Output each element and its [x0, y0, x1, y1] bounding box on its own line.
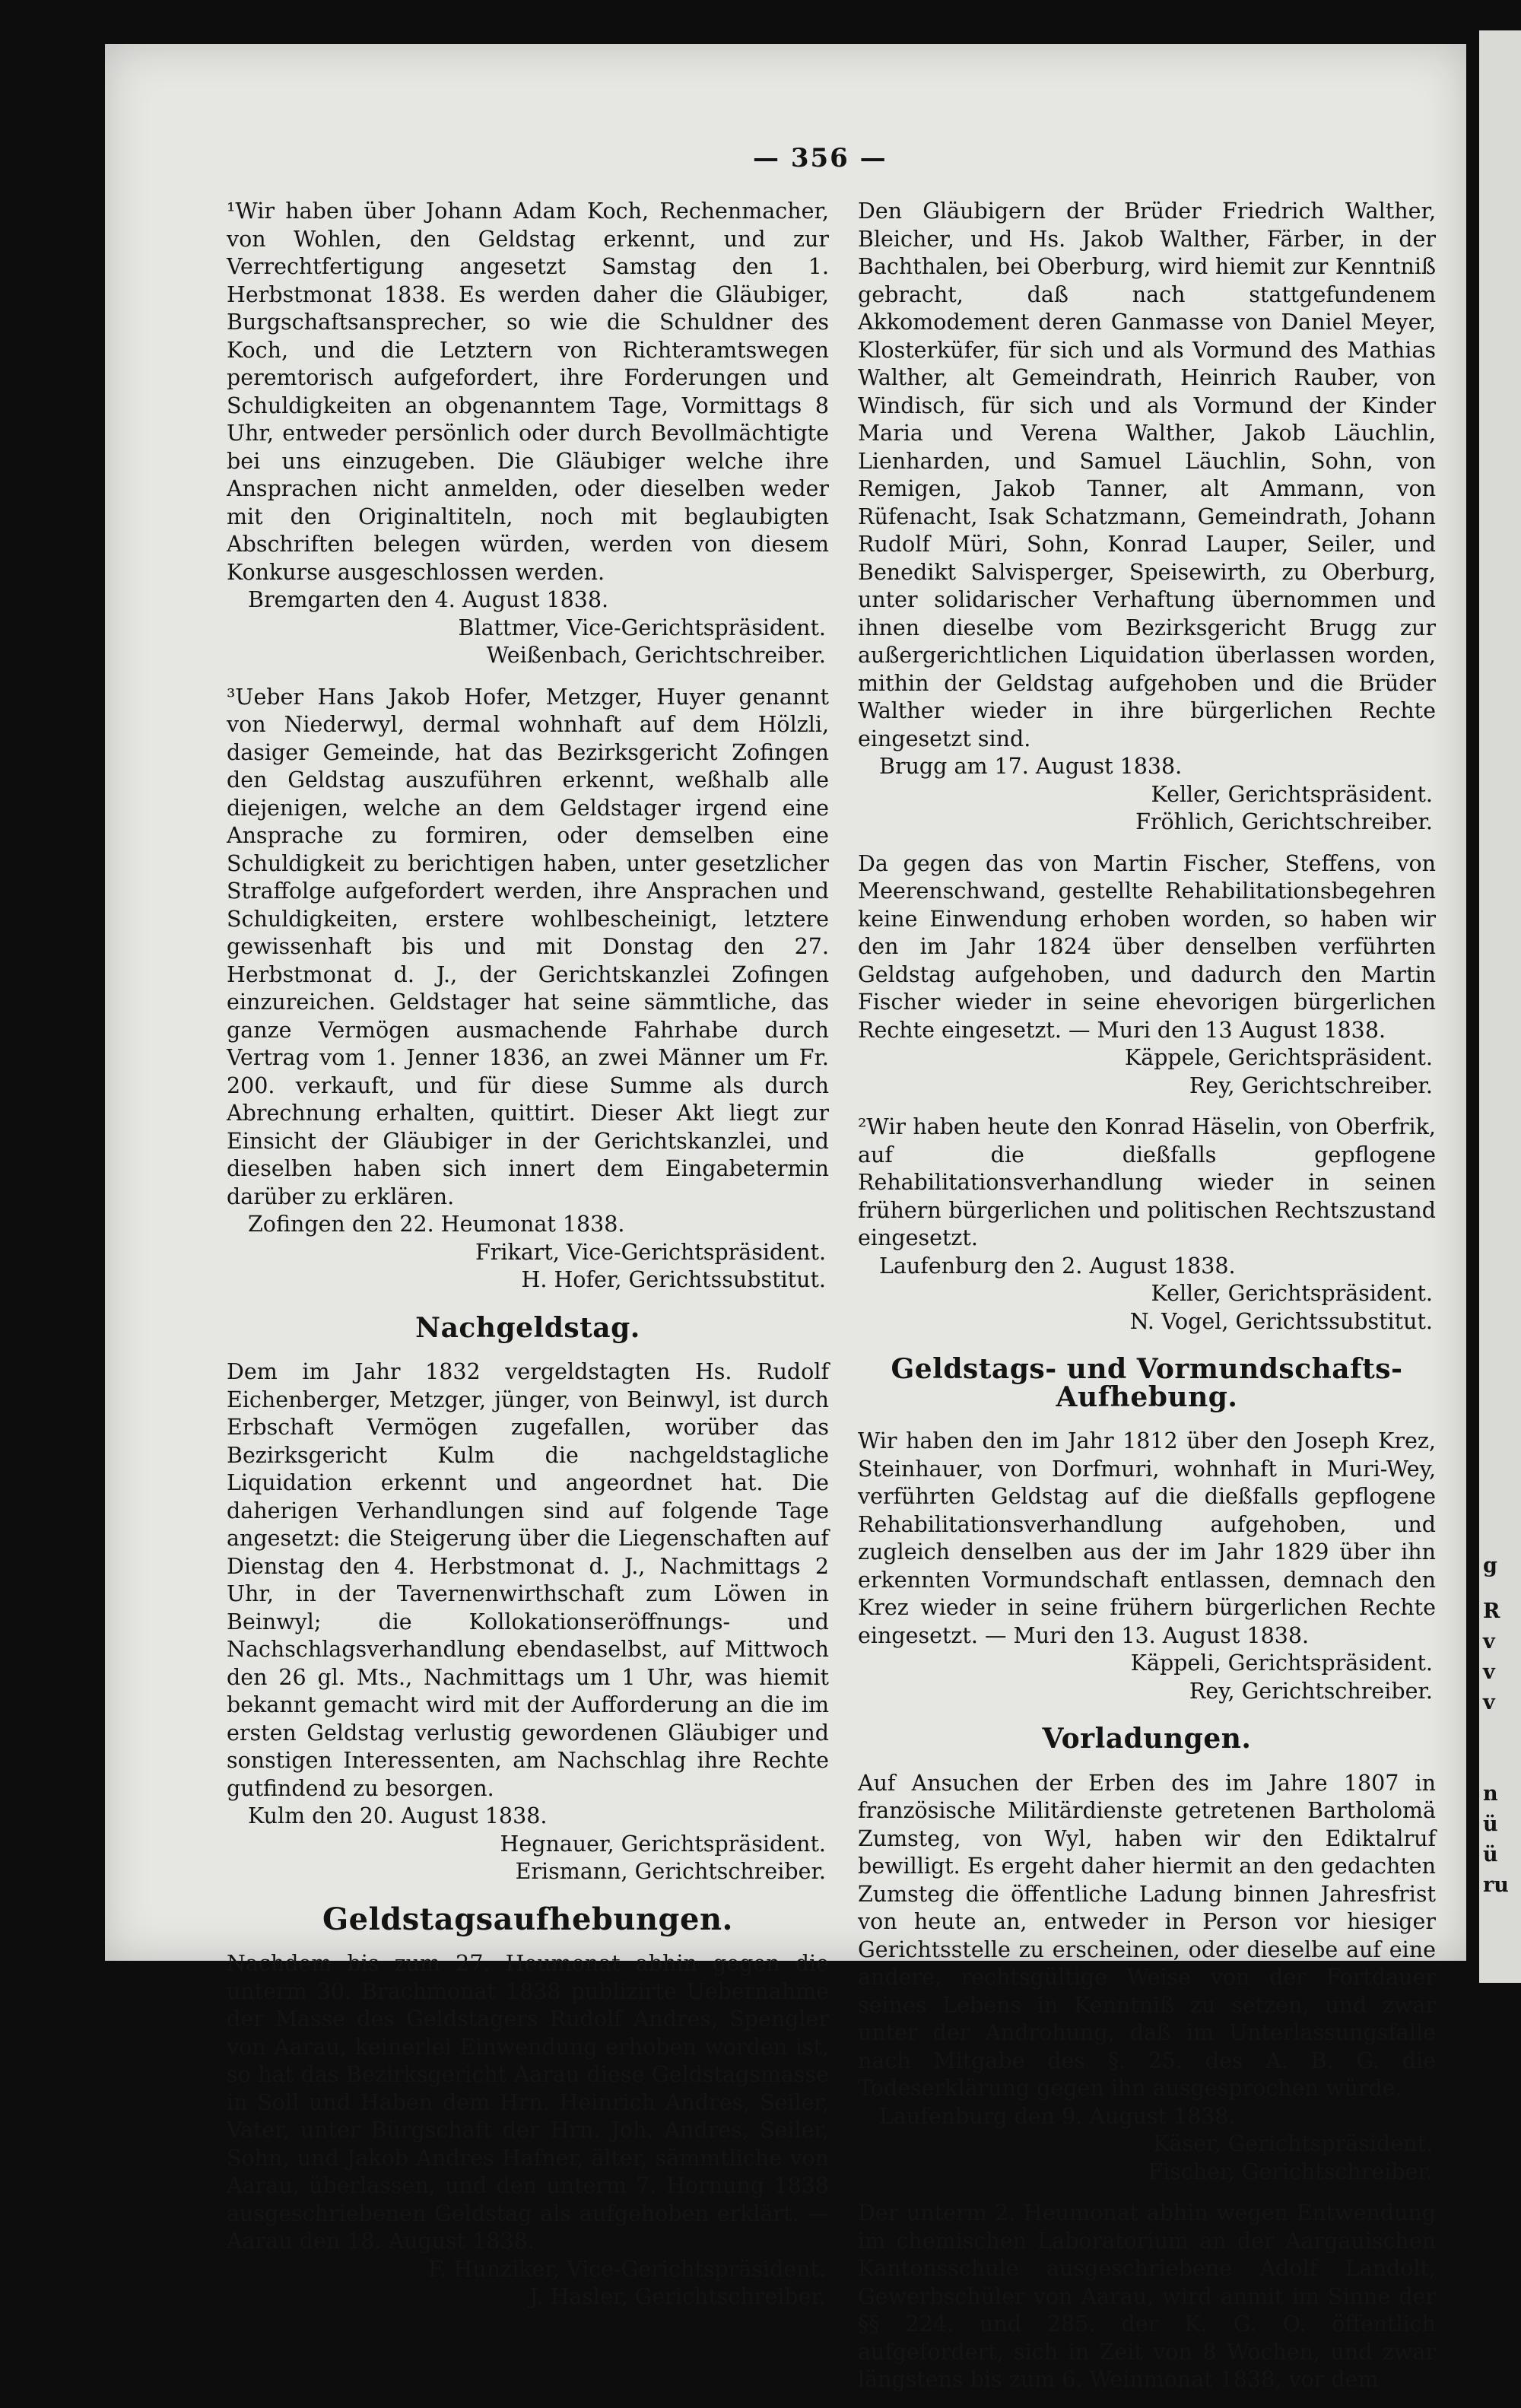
- notice-eichenberger: [227, 1358, 829, 1886]
- signature: Keller, Gerichtspräsident.: [1151, 781, 1433, 807]
- section-heading-geldstagsaufhebungen: Geldstagsaufhebungen.: [322, 1901, 733, 1937]
- section-heading-nachgeldstag: Nachgeldstag.: [415, 1311, 640, 1344]
- edge-fragment: ü: [1483, 1843, 1498, 1866]
- signature: F. Hunziker, Vice-Gerichtspräsident.: [428, 2256, 826, 2282]
- notice-andres: [227, 1950, 829, 2311]
- signature: Fröhlich, Gerichtschreiber.: [1135, 809, 1433, 834]
- signature: Frikart, Vice-Gerichtspräsident.: [475, 1239, 826, 1265]
- notice-text: Den Gläubigern der Brüder Friedrich Walther, Bleicher, und Hs. Jakob Walther, Färber, in der Bachthalen, bei Oberburg, wird hiemit zur Kenntniß gebracht, daß nach stattgefundenem Akkomodement deren Ganmasse von Daniel Meyer, Klosterküfer, für sich und als Vormund des Mathias Walther, alt Gemeindrath, Heinrich Rauber, von Windisch, für sich und als Vormund der Kinder Maria und Verena Walther, Jakob Läuchlin, Lienharden, und Samuel Läuchlin, Sohn, von Remigen, Jakob Tanner, alt Ammann, von Rüfenacht, Isak Schatzmann, Gemeindrath, Johann Rudolf Müri, Sohn, Konrad Lauper, Seiler, und Benedikt Salvisperger, Speisewirth, zu Oberburg, unter solidarischer Verhaftung übernommen und ihnen dieselbe vom Bezirksgericht Brugg zur außergerichtlichen Liquidation überlassen worden, mithin der Geldstag aufgehoben und die Brüder Walther wieder in ihre bürgerlichen Rechte eingesetzt sind.: [858, 199, 1436, 751]
- notice-fischer: [858, 850, 1436, 1101]
- signature: Fischer, Gerichtschreiber.: [1148, 2159, 1433, 2184]
- signature: N. Vogel, Gerichtssubstitut.: [1129, 1308, 1433, 1334]
- notice-krez: [858, 1428, 1436, 1705]
- signature: Käser, Gerichtspräsident.: [1153, 2131, 1433, 2156]
- signature: Rey, Gerichtschreiber.: [1189, 1072, 1433, 1098]
- notice-haeselin: [858, 1113, 1436, 1336]
- signature: Rey, Gerichtschreiber.: [1189, 1678, 1433, 1704]
- place-date: Laufenburg den 2. August 1838.: [879, 1253, 1236, 1279]
- edge-fragment: n: [1483, 1782, 1498, 1806]
- edge-fragment: R: [1483, 1600, 1500, 1623]
- notice-text: Da gegen das von Martin Fischer, Steffens, von Meerenschwand, gestellte Rehabilitationsbegehren keine Einwendung erhoben worden, so haben wir den im Jahr 1824 über denselben verführten Geldstag aufgehoben, und dadurch den Martin Fischer wieder in seine ehevorigen bürgerlichen Rechte eingesetzt. — Muri den 13 August 1838.: [858, 850, 1436, 1043]
- section-heading-vorladungen: Vorladungen.: [1042, 1723, 1252, 1755]
- notice-text: Nachdem bis zum 27. Heumonat abhin gegen die unterm 30. Brachmonat 1838 publizirte Uebernahme der Masse des Geldstagers Rudolf Andres, Spengler von Aarau, keinerlei Einwendung erhoben worden ist, so hat das Bezirksgericht Aarau diese Geldstagsmasse in Soll und Haben dem Hrn. Heinrich Andres, Seiler, Vater, unter Bürgschaft der Hrn. Joh. Andres, Seiler, Sohn, und Jakob Andres Hafner, älter, sämmtliche von Aarau, überlassen, und den unterm 7. Hornung 1838 ausgeschriebenen Geldstag als aufgehoben erklärt. — Aarau den 18. August 1838.: [227, 1951, 829, 2254]
- right-column: [858, 198, 1436, 2408]
- notice-text: Dem im Jahr 1832 vergeldstagten Hs. Rudolf Eichenberger, Metzger, jünger, von Beinwyl, ist durch Erbschaft Vermögen zugefallen, worüber das Bezirksgericht Kulm die nachgeldstagliche Liquidation erkennt und angeordnet hat. Die daherigen Verhandlungen sind auf folgende Tage angesetzt: die Steigerung über die Liegenschaften auf Dienstag den 4. Herbstmonat d. J., Nachmittags 2 Uhr, in der Tavernenwirthschaft zum Löwen in Beinwyl; die Kollokationseröffnungs- und Nachschlagsverhandlung ebendaselbst, auf Mittwoch den 26 gl. Mts., Nachmittags um 1 Uhr, was hiemit bekannt gemacht wird mit der Aufforderung an die im ersten Geldstag verlustig gewordenen Gläubiger und sonstigen Interessenten, am Nachschlag ihre Rechte gutfindend zu besorgen.: [227, 1359, 829, 1801]
- signature: Blattmer, Vice-Gerichtspräsident.: [458, 615, 826, 640]
- place-date: Bremgarten den 4. August 1838.: [248, 587, 609, 612]
- place-date: Zofingen den 22. Heumonat 1838.: [248, 1212, 625, 1237]
- place-date: Kulm den 20. August 1838.: [248, 1803, 548, 1828]
- edge-fragment: ru: [1483, 1873, 1509, 1897]
- left-column: [227, 198, 829, 2325]
- signature: Keller, Gerichtspräsident.: [1151, 1281, 1433, 1306]
- notice-landolt: [858, 2200, 1436, 2394]
- notice-zumsteg: [858, 1770, 1436, 2187]
- notice-text: Wir haben den im Jahr 1812 über den Joseph Krez, Steinhauer, von Dorfmuri, wohnhaft in Muri-Wey, verführten Geldstag auf die dießfalls gepflogene Rehabilitationsverhandlung aufgehoben, und zugleich denselben aus der im Jahr 1829 über ihn erkennten Vormundschaft entlassen, demnach den Krez wieder in seine frühern bürgerlichen Rechte eingesetzt. — Muri den 13. August 1838.: [858, 1428, 1436, 1648]
- signature: Hegnauer, Gerichtspräsident.: [500, 1831, 826, 1857]
- edge-fragment: v: [1483, 1660, 1495, 1684]
- edge-fragment: v: [1483, 1691, 1495, 1714]
- notice-text: Der unterm 2. Heumonat abhin wegen Entwendung im chemischen Laboratorium an der Aargauischen Kantonsschule ausgeschriebene Adolf Landolt, Gewerbschüler von Aarau, wird anmit im Sinne der §§ 224. und 285. der K. G. O. öffentlich aufgefordert, sich in Zeit von 8 Wochen, und zwar längstens bis zum 6. Weinmonat 1838, vor dem: [858, 2200, 1436, 2392]
- section-heading-vormundschaft: Geldstags- und Vormundschafts-Aufhebung.: [891, 1353, 1403, 1413]
- page-number: — 356 —: [753, 143, 888, 173]
- edge-fragment: g: [1483, 1554, 1497, 1577]
- signature: H. Hofer, Gerichtssubstitut.: [521, 1267, 826, 1292]
- place-date: Brugg am 17. August 1838.: [879, 754, 1183, 779]
- signature: Erismann, Gerichtschreiber.: [515, 1859, 826, 1884]
- signature: Käppeli, Gerichtspräsident.: [1130, 1650, 1433, 1676]
- signature: Käppele, Gerichtspräsident.: [1124, 1045, 1433, 1070]
- notice-text: Auf Ansuchen der Erben des im Jahre 1807 in französische Militärdienste getretenen Bartholomä Zumsteg, von Wyl, haben wir den Ediktalruf bewilligt. Es ergeht daher hiermit an den gedachten Zumsteg die öffentliche Ladung binnen Jahresfrist von heute an, entweder in Person vor hiesiger Gerichtsstelle zu erscheinen, oder dieselbe auf eine andere, rechtsgültige Weise von der Fortdauer seines Lebens in Kenntniß zu setzen, und zwar unter der Androhung, daß im Unterlassungsfalle nach Mitgabe des §. 25. des A. B. G. die Todeserklärung gegen ihn ausgesprochen würde.: [858, 1770, 1436, 2101]
- notice-text: ²Wir haben heute den Konrad Häselin, von Oberfrik, auf die dießfalls gepflogene Rehabilitationsverhandlung wieder in seinen frühern bürgerlichen und politischen Rechtszustand eingesetzt.: [858, 1114, 1436, 1250]
- edge-fragment: v: [1483, 1630, 1495, 1654]
- notice-text: ¹Wir haben über Johann Adam Koch, Rechenmacher, von Wohlen, den Geldstag erkennt, und zur Verrechtfertigung angesetzt Samstag den 1. Herbstmonat 1838. Es werden daher die Gläubiger, Burgschaftsansprecher, so wie die Schuldner des Koch, und die Letztern von Richteramtswegen peremtorisch aufgefordert, ihre Forderungen und Schuldigkeiten an obgenanntem Tage, Vormittags 8 Uhr, entweder persönlich oder durch Bevollmächtigte bei uns einzugeben. Die Gläubiger welche ihre Ansprachen nicht anmelden, oder dieselben weder mit den Originaltiteln, noch mit beglaubigten Abschriften belegen würden, werden von diesem Konkurse ausgeschlossen werden.: [227, 199, 829, 585]
- place-date: Laufenburg den 9. August 1838.: [879, 2103, 1236, 2129]
- signature: Weißenbach, Gerichtschreiber.: [486, 643, 826, 668]
- signature: J. Hasler, Gerichtschreiber.: [529, 2284, 826, 2309]
- notice-hofer: [227, 684, 829, 1295]
- notice-text: ³Ueber Hans Jakob Hofer, Metzger, Huyer genannt von Niederwyl, dermal wohnhaft auf dem Hölzli, dasiger Gemeinde, hat das Bezirksgericht Zofingen den Geldstag auszuführen erkennt, weßhalb alle diejenigen, welche an dem Geldstager irgend eine Ansprache zu formiren, oder demselben eine Schuldigkeit zu berichtigen haben, unter gesetzlicher Straffolge aufgefordert werden, ihre Ansprachen und Schuldigkeiten, erstere wohlbescheinigt, letztere gewissenhaft bis und mit Donstag den 27. Herbstmonat d. J., der Gerichtskanzlei Zofingen einzureichen. Geldstager hat seine sämmtliche, das ganze Vermögen ausmachende Fahrhabe durch Vertrag vom 1. Jenner 1836, an zwei Männer um Fr. 200. verkauft, und für diese Summe als durch Abrechnung erhalten, quittirt. Dieser Akt liegt zur Einsicht der Gläubiger in der Gerichtskanzlei, und dieselben haben sich innert dem Eingabetermin darüber zu erklären.: [227, 684, 829, 1209]
- notice-koch: [227, 198, 829, 670]
- edge-fragment: ü: [1483, 1812, 1498, 1836]
- notice-walther: [858, 198, 1436, 837]
